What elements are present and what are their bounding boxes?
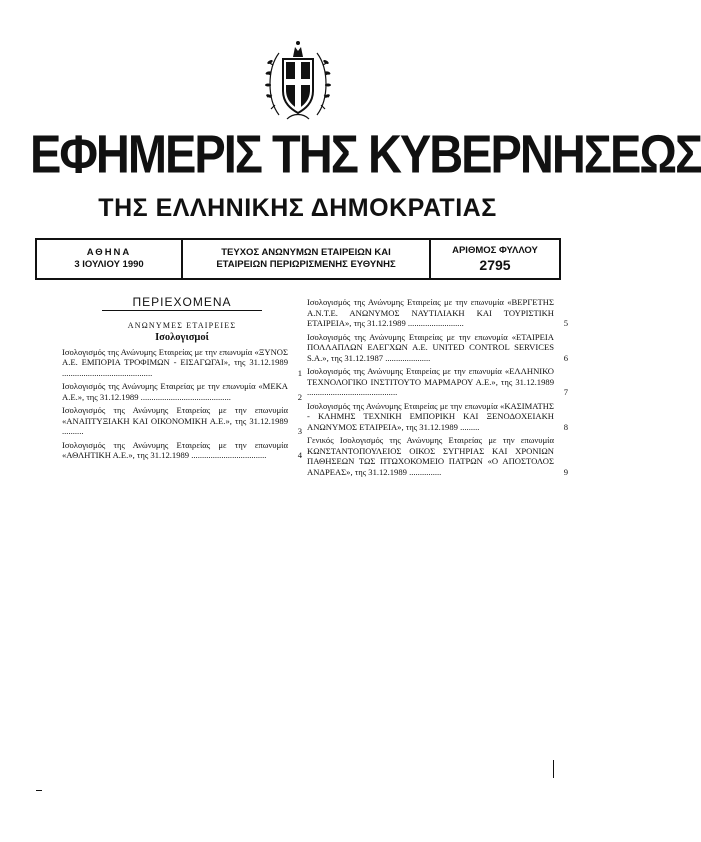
sheet-number: 2795 [479,257,511,273]
entry-text: Ισολογισμός της Ανώνυμης Εταιρείας με την επωνυμία «ΜΕΚΑ Α.Ε.», της 31.12.1989 .......................................... [62,381,288,402]
entry-page: 8 [563,421,568,432]
issue-type-line1: ΤΕΥΧΟΣ ΑΝΩΝΥΜΩΝ ΕΤΑΙΡΕΙΩΝ ΚΑΙ [221,247,391,258]
contents-entry[interactable] [62,405,302,437]
issue-type-cell [183,240,431,278]
entry-text: Γενικός Ισολογισμός της Ανώνυμης Εταιρείας με την επωνυμία ΚΩΝΣΤΑΝΤΟΠΟΥΛΕΙΟΣ ΟΙΚΟΣ ΣΥΓΗΡΙΑΣ ΚΑΙ ΧΡΟΝΙΩΝ ΠΑΘΗΣΕΩΝ ΤΩΣ ΠΤΩΧΟΚΟΜΕΙΟ ΠΑΤΡΩΝ «Ο ΑΠΟΣΤΟΛΟΣ ΑΝΔΡΕΑΣ», της 31.12.1989 ............... [307,435,554,477]
section-heading: ΑΝΩΝΥΜΕΣ ΕΤΑΙΡΕΙΕΣ [127,320,237,330]
contents-entry[interactable] [307,435,568,477]
contents-entry[interactable] [307,297,568,329]
entry-text: Ισολογισμός της Ανώνυμης Εταιρείας με την επωνυμία «ΕΤΑΙΡΕΙΑ ΠΟΛΛΑΠΛΩΝ ΕΛΕΓΧΩΝ Α.Ε. UNITED CONTROL SERVICES S.A.», της 31.12.1987 ..................... [307,331,554,363]
entry-page: 6 [563,352,568,363]
entry-page: 9 [563,466,568,477]
entry-text: Ισολογισμός της Ανώνυμης Εταιρείας με την επωνυμία «ΕΛΛΗΝΙΚΟ ΤΕΧΝΟΛΟΓΙΚΟ ΙΝΣΤΙΤΟΥΤΟ ΜΑΡΜΑΡΟΥ Α.Ε.», της 31.12.1989 .......................................... [307,366,554,397]
entry-text: Ισολογισμός της Ανώνυμης Εταιρείας με την επωνυμία «ΑΝΑΠΤΥΞΙΑΚΗ ΚΑΙ ΟΙΚΟΝΟΜΙΚΗ Α.Ε.», της 31.12.1989 .......... [62,405,288,436]
entry-text: Ισολογισμός της Ανώνυμης Εταιρείας με την επωνυμία «ΚΑΣΙΜΑΤΗΣ - ΚΛΗΜΗΣ ΤΕΧΝΙΚΗ ΕΜΠΟΡΙΚΗ ΚΑΙ ΞΕΝΟΔΟΧΕΙΑΚΗ ΑΝΩΝΥΜΟΣ ΕΤΑΙΡΕΙΑ», της 31.12.1989 ......... [307,400,554,432]
issue-type-line2: ΕΤΑΙΡΕΙΩΝ ΠΕΡΙΩΡΙΣΜΕΝΗΣ ΕΥΘΥΝΗΣ [216,259,396,270]
sheet-number-cell [431,240,559,278]
margin-mark [36,790,42,791]
contents-entry[interactable] [307,332,568,364]
date-cell [37,240,183,278]
contents-left-column [62,297,302,464]
contents-entry[interactable] [307,366,568,398]
entry-page: 4 [297,450,302,460]
entry-page: 3 [297,426,302,436]
contents-entry[interactable] [62,381,302,402]
entry-page: 5 [563,318,568,328]
contents-right-column [307,297,568,480]
entry-page: 2 [297,391,302,402]
city-label: ΑΘΗΝΑ [86,247,132,258]
entry-page: 7 [563,387,568,397]
coat-of-arms-emblem [265,35,331,123]
subsection-heading: Ισολογισμοί [155,332,209,343]
issue-info-box [36,239,560,279]
contents-entry[interactable] [62,347,302,379]
entry-text: Ισολογισμός της Ανώνυμης Εταιρείας με την επωνυμία «ΒΕΡΓΕΤΗΣ Α.Ν.Τ.Ε. ΑΝΩΝΥΜΟΣ ΝΑΥΤΙΛΙΑΚΗ ΚΑΙ ΤΟΥΡΙΣΤΙΚΗ ΕΤΑΙΡΕΙΑ», της 31.12.1989 .......................... [307,297,554,328]
sheet-number-label: ΑΡΙΘΜΟΣ ΦΥΛΛΟΥ [452,245,538,256]
gazette-title: ΕΦΗΜΕΡΙΣ ΤΗΣ ΚΥΒΕΡΝΗΣΕΩΣ [30,122,701,184]
contents-entry[interactable] [62,440,302,461]
margin-mark [553,760,554,778]
entry-text: Ισολογισμός της Ανώνυμης Εταιρείας με την επωνυμία «ΞΥΝΟΣ Α.Ε. ΕΜΠΟΡΙΑ ΤΡΟΦΙΜΩΝ - ΕΙΣΑΓΩΓΑΙ», της 31.12.1989 .......................................... [62,346,288,378]
contents-heading: ΠΕΡΙΕΧΟΜΕΝΑ [102,297,262,311]
issue-date: 3 ΙΟΥΛΙΟΥ 1990 [74,259,144,270]
gazette-subtitle: ΤΗΣ ΕΛΛΗΝΙΚΗΣ ΔΗΜΟΚΡΑΤΙΑΣ [98,194,497,222]
contents-entry[interactable] [307,401,568,433]
entry-text: Ισολογισμός της Ανώνυμης Εταιρείας με την επωνυμία «ΑΘΛΗΤΙΚΗ Α.Ε.», της 31.12.1989 ................................... [62,439,288,460]
entry-page: 1 [297,367,302,378]
